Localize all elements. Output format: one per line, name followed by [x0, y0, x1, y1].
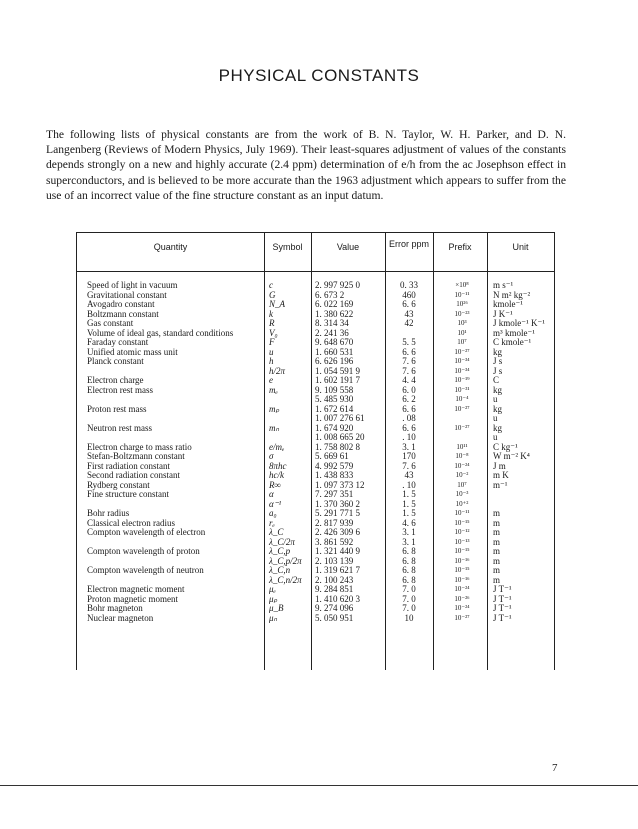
- prefix-cell: 10⁺²: [455, 499, 469, 508]
- unit-cell: u: [493, 432, 498, 442]
- error-cell: 1. 5: [402, 489, 416, 499]
- symbol-cell: h: [269, 356, 274, 366]
- symbol-cell: λ_C,n: [269, 565, 291, 575]
- error-cell: 3. 1: [402, 441, 416, 452]
- unit-cell: m: [493, 508, 501, 518]
- symbol-cell: μₑ: [269, 584, 276, 594]
- symbol-cell: h/2π: [269, 365, 286, 376]
- value-cell: 2. 100 243: [315, 574, 354, 585]
- symbol-cell: u: [269, 346, 274, 357]
- quantity-cell: Compton wavelength of proton: [87, 547, 200, 556]
- value-cell: 5. 485 930: [315, 394, 354, 404]
- prefix-cell: 10⁻²⁴: [454, 585, 470, 593]
- value-cell: 1. 370 360 2: [315, 498, 360, 509]
- header-error: Error ppm: [388, 239, 429, 249]
- unit-cell: m: [493, 574, 501, 585]
- quantity-cell: Compton wavelength of neutron: [87, 566, 204, 575]
- prefix-cell: 10⁻¹⁶: [454, 575, 470, 584]
- value-cell: 1. 438 833: [315, 470, 354, 480]
- value-cell: 2. 103 139: [315, 555, 354, 566]
- symbol-cell: mₑ: [269, 384, 278, 395]
- unit-cell: m K: [493, 470, 509, 480]
- prefix-cell: 10⁻¹¹: [454, 509, 470, 517]
- symbol-cell: λ_C/2π: [269, 536, 295, 547]
- quantity-cell: Nuclear magneton: [87, 613, 154, 623]
- prefix-cell: 10⁻²⁷: [454, 347, 470, 356]
- unit-cell: J K⁻¹: [493, 308, 513, 319]
- prefix-cell: 10⁻⁸: [455, 452, 469, 460]
- unit-cell: J s: [493, 356, 503, 366]
- unit-cell: kg: [493, 422, 502, 433]
- value-cell: 5. 050 951: [315, 612, 354, 623]
- value-cell: 6. 022 169: [315, 299, 354, 309]
- prefix-cell: 10³: [457, 319, 467, 327]
- value-cell: 3. 861 592: [315, 536, 354, 547]
- value-cell: 9. 274 096: [315, 603, 354, 613]
- symbol-cell: μₙ: [269, 612, 278, 623]
- quantity-cell: Electron magnetic moment: [87, 585, 185, 594]
- unit-cell: J m: [493, 460, 506, 471]
- value-cell: 6. 626 196: [315, 356, 354, 366]
- symbol-cell: N_A: [269, 299, 286, 309]
- unit-cell: m: [493, 565, 501, 575]
- unit-cell: u: [493, 394, 498, 404]
- unit-cell: N m² kg⁻²: [493, 289, 531, 300]
- symbol-cell: μ_B: [269, 603, 284, 613]
- error-cell: 460: [402, 289, 416, 300]
- symbol-cell: F: [269, 337, 275, 347]
- value-cell: 9. 284 851: [315, 584, 354, 594]
- prefix-cell: 10⁻³⁴: [454, 366, 470, 375]
- symbol-cell: k: [269, 308, 273, 319]
- value-cell: 2. 426 309 6: [315, 527, 360, 537]
- unit-cell: u: [493, 413, 498, 423]
- prefix-cell: 10⁻³: [455, 490, 469, 498]
- prefix-cell: 10⁻²⁴: [454, 461, 470, 470]
- symbol-cell: 8πhc: [269, 460, 287, 471]
- value-cell: 1. 672 614: [315, 403, 354, 414]
- page-title: PHYSICAL CONSTANTS: [218, 66, 420, 85]
- prefix-cell: 10⁻⁴: [455, 395, 469, 403]
- error-cell: 1. 5: [402, 508, 416, 518]
- error-cell: 7. 6: [402, 356, 416, 366]
- header-prefix: Prefix: [448, 242, 472, 252]
- quantity-cell: Volume of ideal gas, standard conditions: [87, 328, 234, 338]
- symbol-cell: hc/k: [269, 470, 284, 480]
- quantity-cell: Compton wavelength of electron: [87, 528, 206, 537]
- symbol-cell: a₀: [269, 508, 277, 518]
- value-cell: 5. 669 61: [315, 451, 349, 461]
- error-cell: . 10: [402, 432, 416, 442]
- symbol-cell: λ_C: [269, 527, 284, 537]
- prefix-cell: 10⁻²⁷: [454, 423, 470, 432]
- unit-cell: kg: [493, 403, 502, 414]
- prefix-cell: 10⁻¹²: [454, 528, 470, 536]
- quantity-cell: Electron rest mass: [87, 385, 153, 395]
- error-cell: 7. 0: [402, 593, 416, 604]
- unit-cell: J T⁻¹: [493, 593, 512, 604]
- quantity-cell: Classical electron radius: [87, 518, 175, 528]
- error-cell: 3. 1: [402, 527, 416, 537]
- quantity-cell: Gas constant: [87, 319, 134, 328]
- error-cell: 10: [404, 612, 414, 623]
- header-quantity: Quantity: [153, 242, 188, 252]
- value-cell: 5. 291 771 5: [315, 508, 360, 518]
- symbol-cell: mₙ: [269, 422, 280, 433]
- error-cell: 6. 6: [402, 346, 416, 357]
- unit-cell: C kmole⁻¹: [493, 337, 532, 347]
- header-unit: Unit: [512, 242, 529, 252]
- error-cell: 6. 0: [402, 384, 416, 395]
- symbol-cell: e: [269, 375, 273, 385]
- unit-cell: m: [493, 517, 501, 528]
- header-symbol: Symbol: [272, 242, 303, 252]
- value-cell: 1. 410 620 3: [315, 593, 360, 604]
- quantity-cell: Rydberg constant: [87, 480, 150, 490]
- constants-table: [76, 232, 555, 670]
- quantity-cell: First radiation constant: [87, 461, 170, 471]
- prefix-cell: 10⁻¹⁵: [454, 566, 470, 574]
- unit-cell: J T⁻¹: [493, 603, 512, 613]
- error-cell: 6. 6: [402, 299, 416, 309]
- header-divider: [77, 271, 554, 272]
- value-cell: 1. 380 622: [315, 308, 354, 319]
- error-cell: 7. 6: [402, 365, 416, 376]
- unit-cell: kmole⁻¹: [493, 299, 523, 309]
- prefix-cell: 10⁻²³: [454, 309, 470, 318]
- symbol-cell: c: [269, 280, 273, 290]
- symbol-cell: G: [269, 289, 276, 300]
- quantity-cell: Proton rest mass: [87, 404, 147, 414]
- unit-cell: m: [493, 536, 501, 547]
- error-cell: . 08: [402, 413, 416, 423]
- prefix-cell: 10⁻²⁷: [454, 404, 470, 413]
- quantity-cell: Avogadro constant: [87, 300, 155, 309]
- unit-cell: C kg⁻¹: [493, 441, 518, 452]
- footer-rule: [0, 785, 638, 786]
- prefix-cell: 10⁷: [457, 338, 467, 346]
- unit-cell: J kmole⁻¹ K⁻¹: [493, 318, 545, 328]
- error-cell: 43: [404, 470, 414, 480]
- unit-cell: C: [493, 375, 500, 385]
- symbol-cell: V₀: [269, 327, 278, 338]
- symbol-cell: λ_C,p: [269, 546, 291, 556]
- unit-cell: J s: [493, 365, 503, 376]
- value-cell: 9. 109 558: [315, 384, 354, 395]
- quantity-cell: Proton magnetic moment: [87, 594, 178, 604]
- intro-paragraph: The following lists of physical constants are from the work of B. N. Taylor, W. H. Parker, and D. N. Langenberg (Reviews of Modern Physics, July 1969). Their least-squares adjustment of values of the constants depends strongly on a new and highly accurate (2.4 ppm) determination of e/h from the ac Josephson effect in superconductors, and is believed to be more accurate than the 1963 adjustment which appears to suffer from the use of an incorrect value of the fine structure constant as an input datum.: [46, 128, 566, 202]
- quantity-cell: Stefan-Boltzmann constant: [87, 452, 185, 461]
- unit-cell: m s⁻¹: [493, 280, 514, 290]
- quantity-cell: Bohr radius: [87, 509, 130, 518]
- quantity-cell: Boltzmann constant: [87, 309, 159, 319]
- unit-cell: m³ kmole⁻¹: [493, 327, 535, 338]
- error-cell: 6. 8: [402, 574, 416, 585]
- error-cell: 6. 8: [402, 565, 416, 575]
- symbol-cell: R∞: [269, 479, 281, 490]
- error-cell: 6. 8: [402, 555, 416, 566]
- value-cell: 6. 673 2: [315, 289, 345, 300]
- prefix-cell: 10¹: [457, 328, 467, 337]
- error-cell: 7. 0: [402, 584, 416, 594]
- value-cell: 1. 097 373 12: [315, 479, 365, 490]
- value-cell: 4. 992 579: [315, 460, 354, 471]
- error-cell: 170: [402, 451, 416, 461]
- value-cell: 2. 241 36: [315, 327, 349, 338]
- quantity-cell: Planck constant: [87, 357, 144, 366]
- page-number: 7: [552, 762, 558, 774]
- quantity-cell: Unified atomic mass unit: [87, 347, 178, 357]
- value-cell: 1. 674 920: [315, 422, 354, 433]
- error-cell: 4. 6: [402, 517, 416, 528]
- value-cell: 1. 758 802 8: [315, 441, 360, 452]
- error-cell: 6. 2: [402, 394, 416, 404]
- error-cell: 0. 33: [400, 280, 418, 290]
- value-cell: 1. 319 621 7: [315, 565, 360, 575]
- symbol-cell: R: [269, 318, 275, 328]
- quantity-cell: Fine structure constant: [87, 490, 169, 499]
- symbol-cell: μₚ: [269, 593, 278, 604]
- unit-cell: kg: [493, 346, 502, 357]
- prefix-cell: 10⁻²: [455, 471, 469, 479]
- prefix-cell: 10⁷: [457, 480, 467, 489]
- error-cell: 6. 6: [402, 422, 416, 433]
- table-body: [77, 281, 554, 623]
- symbol-cell: α: [269, 489, 274, 499]
- error-cell: 42: [404, 318, 414, 328]
- value-cell: 1. 007 276 61: [315, 413, 365, 423]
- symbol-cell: α⁻¹: [269, 498, 282, 509]
- value-cell: 8. 314 34: [315, 318, 349, 328]
- prefix-cell: 10⁻²⁷: [454, 613, 470, 622]
- unit-cell: J T⁻¹: [493, 584, 512, 594]
- prefix-cell: 10⁻¹¹: [454, 290, 470, 299]
- error-cell: 4. 4: [402, 375, 416, 385]
- unit-cell: m⁻¹: [493, 479, 508, 490]
- prefix-cell: 10⁻¹⁵: [454, 547, 470, 555]
- value-cell: 1. 660 531: [315, 346, 354, 357]
- unit-cell: kg: [493, 384, 502, 395]
- symbol-cell: λ_C,p/2π: [269, 555, 302, 566]
- quantity-cell: Electron charge to mass ratio: [87, 442, 192, 452]
- prefix-cell: 10²⁶: [456, 300, 468, 308]
- quantity-cell: Speed of light in vacuum: [87, 281, 178, 290]
- prefix-cell: 10⁻²⁶: [454, 594, 470, 603]
- error-cell: . 10: [402, 479, 416, 490]
- error-cell: 3. 1: [402, 536, 416, 547]
- prefix-cell: 10¹¹: [456, 442, 468, 451]
- symbol-cell: rₑ: [269, 517, 275, 528]
- value-cell: 2. 997 925 0: [315, 280, 360, 290]
- unit-cell: J T⁻¹: [493, 612, 512, 623]
- unit-cell: W m⁻² K⁴: [493, 451, 530, 461]
- value-cell: 1. 602 191 7: [315, 375, 360, 385]
- quantity-cell: Neutron rest mass: [87, 423, 152, 433]
- symbol-cell: e/mₑ: [269, 441, 285, 452]
- table-row: [77, 614, 554, 624]
- error-cell: 1. 5: [402, 498, 416, 509]
- error-cell: 5. 5: [402, 337, 416, 347]
- symbol-cell: mₚ: [269, 403, 280, 414]
- unit-cell: m: [493, 546, 501, 556]
- prefix-cell: 10⁻²⁴: [454, 604, 470, 612]
- symbol-cell: λ_C,n/2π: [269, 574, 302, 585]
- value-cell: 2. 817 939: [315, 517, 354, 528]
- error-cell: 7. 6: [402, 460, 416, 471]
- prefix-cell: 10⁻¹⁶: [454, 556, 470, 565]
- quantity-cell: Gravitational constant: [87, 290, 167, 300]
- value-cell: 7. 297 351: [315, 489, 354, 499]
- value-cell: 9. 648 670: [315, 337, 354, 347]
- quantity-cell: Faraday constant: [87, 338, 149, 347]
- unit-cell: m: [493, 555, 501, 566]
- quantity-cell: Bohr magneton: [87, 604, 143, 613]
- prefix-cell: ×10⁸: [455, 281, 469, 289]
- error-cell: 43: [404, 308, 414, 319]
- unit-cell: m: [493, 527, 501, 537]
- symbol-cell: σ: [269, 451, 274, 461]
- error-cell: 6. 6: [402, 403, 416, 414]
- prefix-cell: 10⁻¹⁹: [454, 376, 470, 384]
- header-value: Value: [336, 242, 360, 252]
- prefix-cell: 10⁻¹³: [454, 537, 470, 546]
- value-cell: 1. 321 440 9: [315, 546, 360, 556]
- error-cell: 7. 0: [402, 603, 416, 613]
- error-cell: 6. 8: [402, 546, 416, 556]
- prefix-cell: 10⁻³⁴: [454, 357, 470, 365]
- quantity-cell: Second radiation constant: [87, 471, 180, 480]
- value-cell: 1. 008 665 20: [315, 432, 365, 442]
- quantity-cell: Electron charge: [87, 376, 144, 385]
- value-cell: 1. 054 591 9: [315, 365, 360, 376]
- prefix-cell: 10⁻¹⁵: [454, 518, 470, 527]
- prefix-cell: 10⁻³¹: [454, 385, 470, 394]
